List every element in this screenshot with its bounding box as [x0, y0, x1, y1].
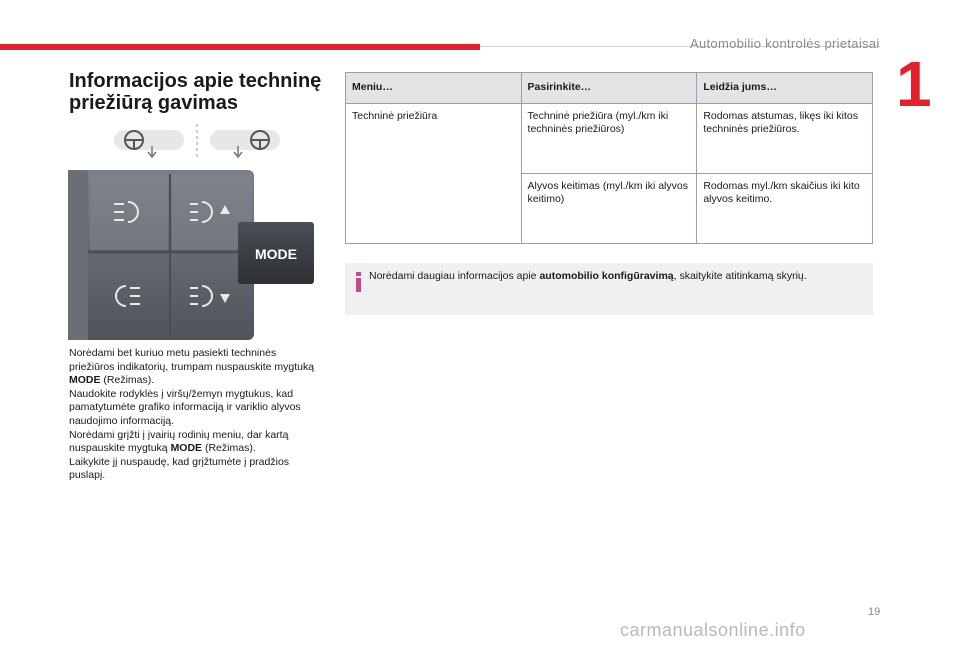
chapter-number: 1: [896, 48, 932, 120]
select-cell: Alyvos keitimas (myl./km iki alyvos keitimo): [521, 174, 697, 244]
paragraph: Norėdami grįžti į įvairių rodinių meniu, dar kartą nuspauskite mygtuką MODE (Režimas).: [69, 428, 289, 455]
select-cell: Techninė priežiūra (myl./km iki techninės priežiūros): [521, 104, 697, 174]
column-header-select: Pasirinkite…: [521, 73, 697, 104]
column-header-allows: Leidžia jums…: [697, 73, 873, 104]
body-text: [69, 347, 319, 483]
page-title: Informacijos apie techninę priežiūrą gavimas: [69, 70, 322, 114]
allows-cell: Rodomas myl./km skaičius iki kito alyvos keitimo.: [697, 174, 873, 244]
note-text: Norėdami daugiau informacijos apie automobilio konfigūravimą, skaitykite atitinkamą skyrių.: [369, 270, 807, 282]
table-row: [346, 104, 873, 174]
paragraph: Norėdami bet kuriuo metu pasiekti techninės priežiūros indikatorių, trumpam nuspauskite mygtuką MODE (Režimas).: [69, 347, 315, 387]
mode-button-label: MODE: [255, 246, 297, 262]
control-panel-illustration: [68, 170, 316, 340]
column-header-menu: Meniu…: [346, 73, 522, 104]
menu-cell: Techninė priežiūra: [346, 104, 522, 244]
paragraph: Naudokite rodyklės į viršų/žemyn mygtukus, kad pamatytumėte grafiko informaciją ir variklio alyvos naudojimo informaciją.: [69, 387, 301, 427]
watermark: carmanualsonline.info: [620, 620, 806, 640]
steering-wheel-buttons-illustration: [112, 122, 282, 162]
info-table: [345, 72, 873, 244]
info-icon: [354, 272, 364, 292]
header-accent-bar: [0, 44, 480, 50]
info-note: [345, 263, 873, 315]
table-header-row: [346, 73, 873, 104]
paragraph: Laikykite jį nuspaudę, kad grįžtumėte į pradžios puslapį.: [69, 455, 290, 482]
section-title: Automobilio kontrolės prietaisai: [690, 36, 880, 51]
allows-cell: Rodomas atstumas, likęs iki kitos techninės priežiūros.: [697, 104, 873, 174]
page-number: 19: [868, 606, 881, 618]
